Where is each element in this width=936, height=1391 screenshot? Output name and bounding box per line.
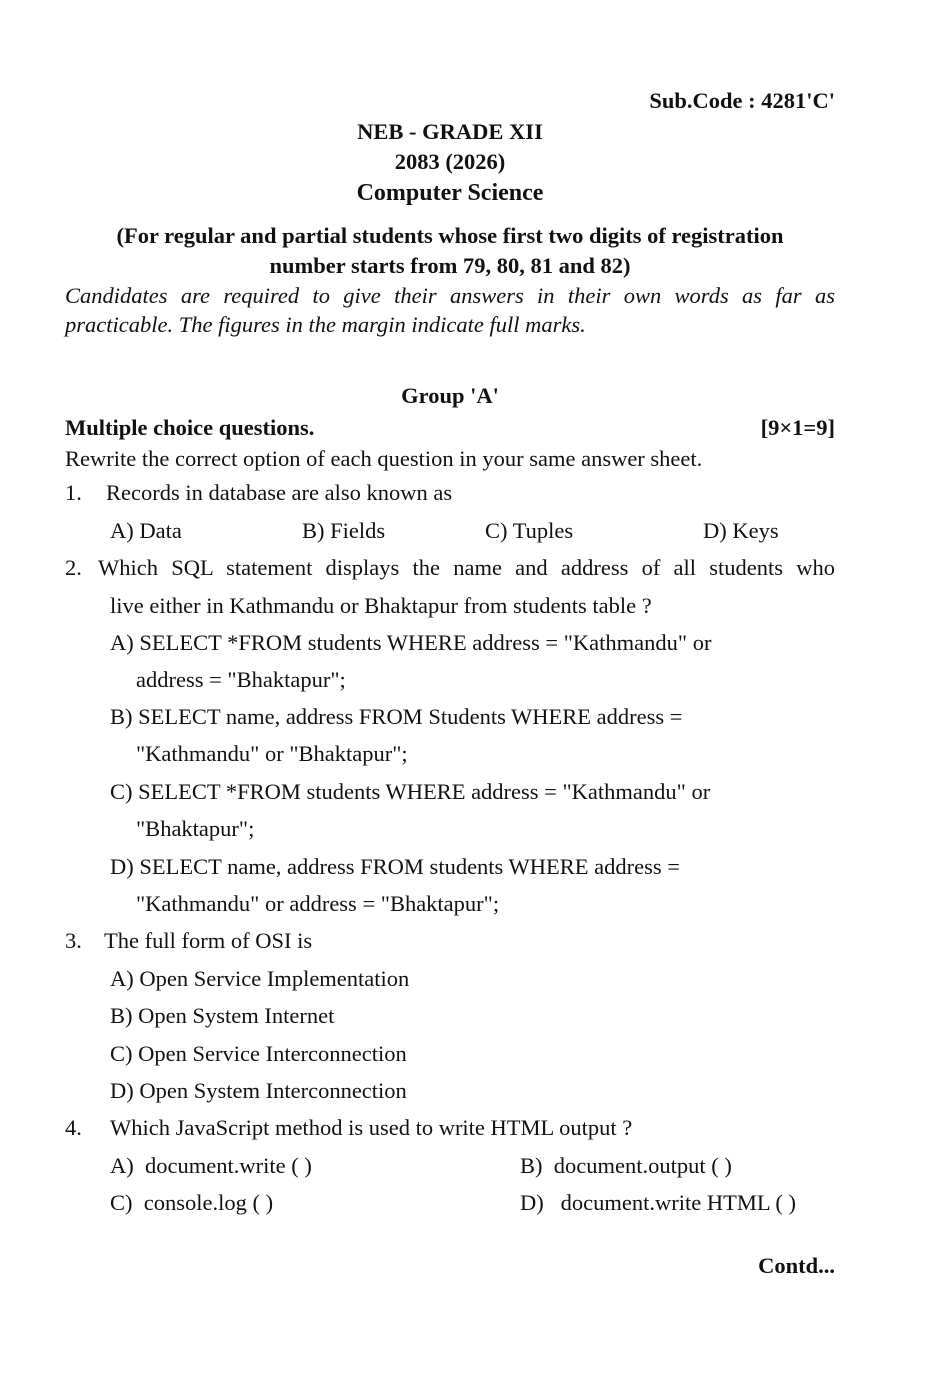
question-1-number: 1. <box>65 480 82 505</box>
board-title: NEB - GRADE XII <box>357 119 543 144</box>
q1-option-b: B) Fields <box>302 518 386 543</box>
eligibility-note-line2: number starts from 79, 80, 81 and 82) <box>269 253 631 278</box>
q2-option-d-line1: D) SELECT name, address FROM students WHERE address = <box>110 854 680 879</box>
question-2-number: 2. <box>65 555 82 580</box>
instruction-line2: practicable. The figures in the margin indicate full marks. <box>65 312 586 337</box>
q4-option-d: D) document.write HTML ( ) <box>520 1190 796 1215</box>
q2-option-b-line2: "Kathmandu" or "Bhaktapur"; <box>136 741 408 766</box>
question-1-text: Records in database are also known as <box>106 480 453 505</box>
question-2-text-line1: Which SQL statement displays the name and address of all students who <box>98 555 835 580</box>
q2-option-c-line2: "Bhaktapur"; <box>136 816 255 841</box>
q1-option-d: D) Keys <box>703 518 779 543</box>
question-3-text: The full form of OSI is <box>104 928 313 953</box>
section-label: Multiple choice questions. <box>65 415 315 440</box>
question-3-number: 3. <box>65 928 82 953</box>
q2-option-a-line2: address = "Bhaktapur"; <box>136 667 346 692</box>
eligibility-note-line1: (For regular and partial students whose first two digits of registration <box>116 223 784 248</box>
exam-year: 2083 (2026) <box>394 149 506 174</box>
q3-option-d: D) Open System Interconnection <box>110 1078 407 1103</box>
q3-option-c: C) Open Service Interconnection <box>110 1041 407 1066</box>
question-4-text: Which JavaScript method is used to write HTML output ? <box>110 1115 633 1140</box>
continued-marker: Contd... <box>758 1253 835 1278</box>
q3-option-a: A) Open Service Implementation <box>110 966 410 991</box>
q2-option-c-line1: C) SELECT *FROM students WHERE address = "Kathmandu" or <box>110 779 711 804</box>
q2-option-a-line1: A) SELECT *FROM students WHERE address = "Kathmandu" or <box>110 630 712 655</box>
section-marks: [9×1=9] <box>760 415 835 440</box>
q2-option-b-line1: B) SELECT name, address FROM Students WHERE address = <box>110 704 683 729</box>
subject-title: Computer Science <box>356 180 544 206</box>
q2-option-d-line2: "Kathmandu" or address = "Bhaktapur"; <box>136 891 500 916</box>
instruction-line1: Candidates are required to give their answers in their own words as far as <box>65 283 835 308</box>
q4-option-b: B) document.output ( ) <box>520 1153 732 1178</box>
q3-option-b: B) Open System Internet <box>110 1003 335 1028</box>
section-instruction: Rewrite the correct option of each question in your same answer sheet. <box>65 446 703 471</box>
q1-option-c: C) Tuples <box>485 518 574 543</box>
q4-option-c: C) console.log ( ) <box>110 1190 274 1215</box>
question-4-number: 4. <box>65 1115 82 1140</box>
question-2-text-line2: live either in Kathmandu or Bhaktapur from students table ? <box>110 593 652 618</box>
group-a-title: Group 'A' <box>401 383 499 408</box>
sub-code: Sub.Code : 4281'C' <box>649 88 835 113</box>
q4-option-a: A) document.write ( ) <box>110 1153 312 1178</box>
q1-option-a: A) Data <box>110 518 182 543</box>
